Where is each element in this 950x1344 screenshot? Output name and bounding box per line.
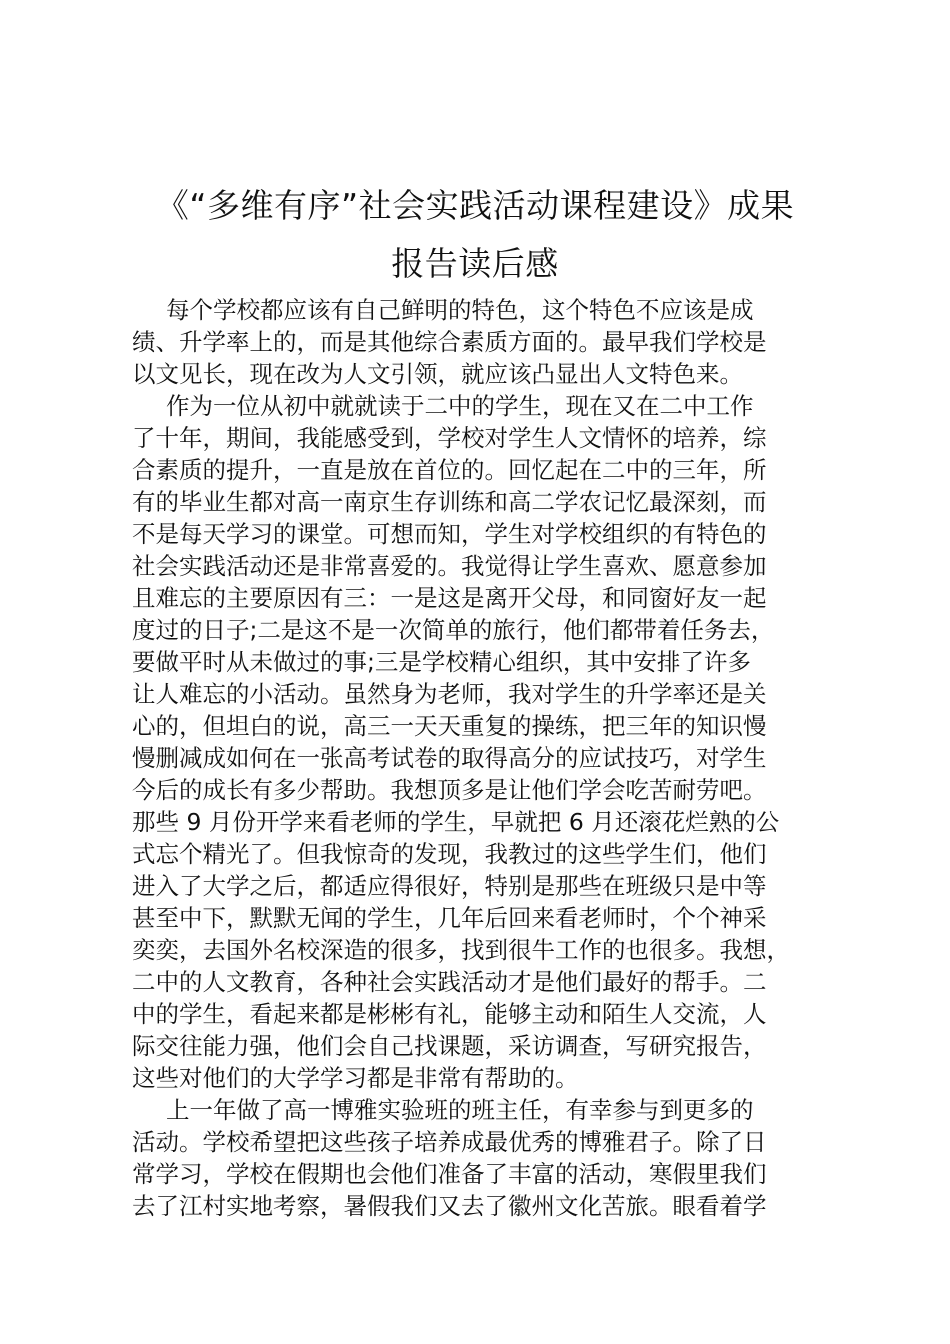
document-body xyxy=(132,294,852,1222)
paragraph-2-line-3: 合素质的提升，一直是放在首位的。回忆起在二中的三年，所 xyxy=(132,456,767,484)
paragraph-2-line-7: 且难忘的主要原因有三：一是这是离开父母，和同窗好友一起 xyxy=(132,584,767,612)
paragraph-2-line-9: 要做平时从未做过的事;三是学校精心组织，其中安排了许多 xyxy=(132,648,751,676)
paragraph-2-line-2: 了十年，期间，我能感受到，学校对学生人文情怀的培养，综 xyxy=(132,424,767,452)
paragraph-3-line-1: 上一年做了高一博雅实验班的班主任，有幸参与到更多的 xyxy=(166,1096,754,1124)
paragraph-1-line-2: 绩、升学率上的，而是其他综合素质方面的。最早我们学校是 xyxy=(132,328,767,356)
paragraph-2-line-22: 这些对他们的大学学习都是非常有帮助的。 xyxy=(132,1064,579,1092)
paragraph-2-line-8: 度过的日子;二是这不是一次简单的旅行，他们都带着任务去， xyxy=(132,616,775,644)
paragraph-3-line-4: 去了江村实地考察，暑假我们又去了徽州文化苦旅。眼看着学 xyxy=(132,1192,767,1220)
paragraph-2-line-1: 作为一位从初中就就读于二中的学生，现在又在二中工作 xyxy=(166,392,754,420)
paragraph-3-line-2: 活动。学校希望把这些孩子培养成最优秀的博雅君子。除了日 xyxy=(132,1128,767,1156)
paragraph-2-line-18: 奕奕，去国外名校深造的很多，找到很牛工作的也很多。我想， xyxy=(132,936,790,964)
paragraph-2-line-5: 不是每天学习的课堂。可想而知，学生对学校组织的有特色的 xyxy=(132,520,767,548)
document-title-line-2: 报告读后感 xyxy=(391,244,559,283)
paragraph-2-line-11: 心的，但坦白的说，高三一天天重复的操练，把三年的知识慢 xyxy=(132,712,767,740)
paragraph-2-line-16: 进入了大学之后，都适应得很好，特别是那些在班级只是中等 xyxy=(132,872,767,900)
paragraph-2-line-10: 让人难忘的小活动。虽然身为老师，我对学生的升学率还是关 xyxy=(132,680,767,708)
paragraph-2-line-20: 中的学生，看起来都是彬彬有礼，能够主动和陌生人交流，人 xyxy=(132,1000,767,1028)
paragraph-2-line-17: 甚至中下，默默无闻的学生，几年后回来看老师时，个个神采 xyxy=(132,904,767,932)
paragraph-1-line-3: 以文见长，现在改为人文引领，就应该凸显出人文特色来。 xyxy=(132,360,743,388)
paragraph-1-line-1: 每个学校都应该有自己鲜明的特色，这个特色不应该是成 xyxy=(166,296,754,324)
paragraph-2-line-21: 际交往能力强，他们会自己找课题，采访调查，写研究报告， xyxy=(132,1032,767,1060)
paragraph-2-line-19: 二中的人文教育，各种社会实践活动才是他们最好的帮手。二 xyxy=(132,968,767,996)
paragraph-2-line-15: 式忘个精光了。但我惊奇的发现，我教过的这些学生们，他们 xyxy=(132,840,767,868)
paragraph-2-line-13: 今后的成长有多少帮助。我想顶多是让他们学会吃苦耐劳吧。 xyxy=(132,776,767,804)
paragraph-2-line-4: 有的毕业生都对高一南京生存训练和高二学农记忆最深刻，而 xyxy=(132,488,767,516)
paragraph-2-line-12: 慢删减成如何在一张高考试卷的取得高分的应试技巧，对学生 xyxy=(132,744,767,772)
paragraph-3-line-3: 常学习，学校在假期也会他们准备了丰富的活动，寒假里我们 xyxy=(132,1160,767,1188)
document-title-line-1: 《“多维有序”社会实践活动课程建设》成果 xyxy=(155,186,795,225)
paragraph-2-line-14: 那些 9 月份开学来看老师的学生，早就把 6 月还滚花烂熟的公 xyxy=(132,808,780,836)
paragraph-2-line-6: 社会实践活动还是非常喜爱的。我觉得让学生喜欢、愿意参加 xyxy=(132,552,767,580)
